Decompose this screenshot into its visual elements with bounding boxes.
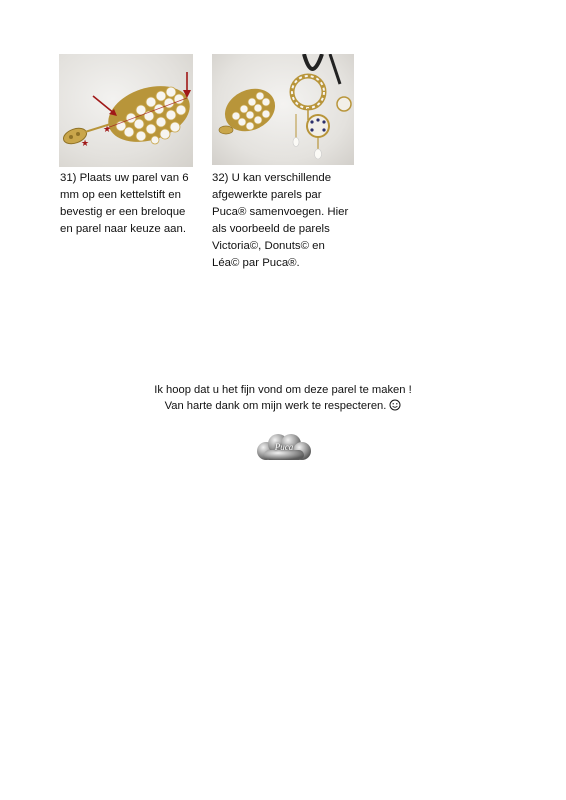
- step-32-caption: 32) U kan verschillende afgewerkte parels par Puca® samenvoegen. Hier als voorbeeld de parels Victoria©, Donuts© en Léa© par Puca®.: [212, 172, 349, 269]
- step-31-caption: 31) Plaats uw parel van 6 mm op een kettelstift en bevestig er een breloque en parel naar keuze aan.: [60, 172, 189, 235]
- svg-text:★: ★: [103, 125, 112, 135]
- closing-line-2-text: Van harte dank om mijn werk te respecteren.: [164, 400, 387, 412]
- closing-line-2: [0, 398, 566, 416]
- svg-text:★: ★: [81, 139, 90, 149]
- smiley-face-icon: [389, 399, 401, 416]
- beaded-pearl-illustration: [59, 54, 193, 167]
- beaded-pearl-on-headpin-photo: [59, 54, 193, 167]
- closing-line-1-text: Ik hoop dat u het fijn vond om deze parel te maken !: [154, 384, 412, 396]
- puca-logo: [256, 432, 312, 462]
- combined-beaded-pearls-photo: [212, 54, 354, 165]
- closing-line-1: [0, 382, 566, 398]
- combined-pearls-illustration: [212, 54, 354, 165]
- puca-logo-text: Puca: [274, 442, 294, 452]
